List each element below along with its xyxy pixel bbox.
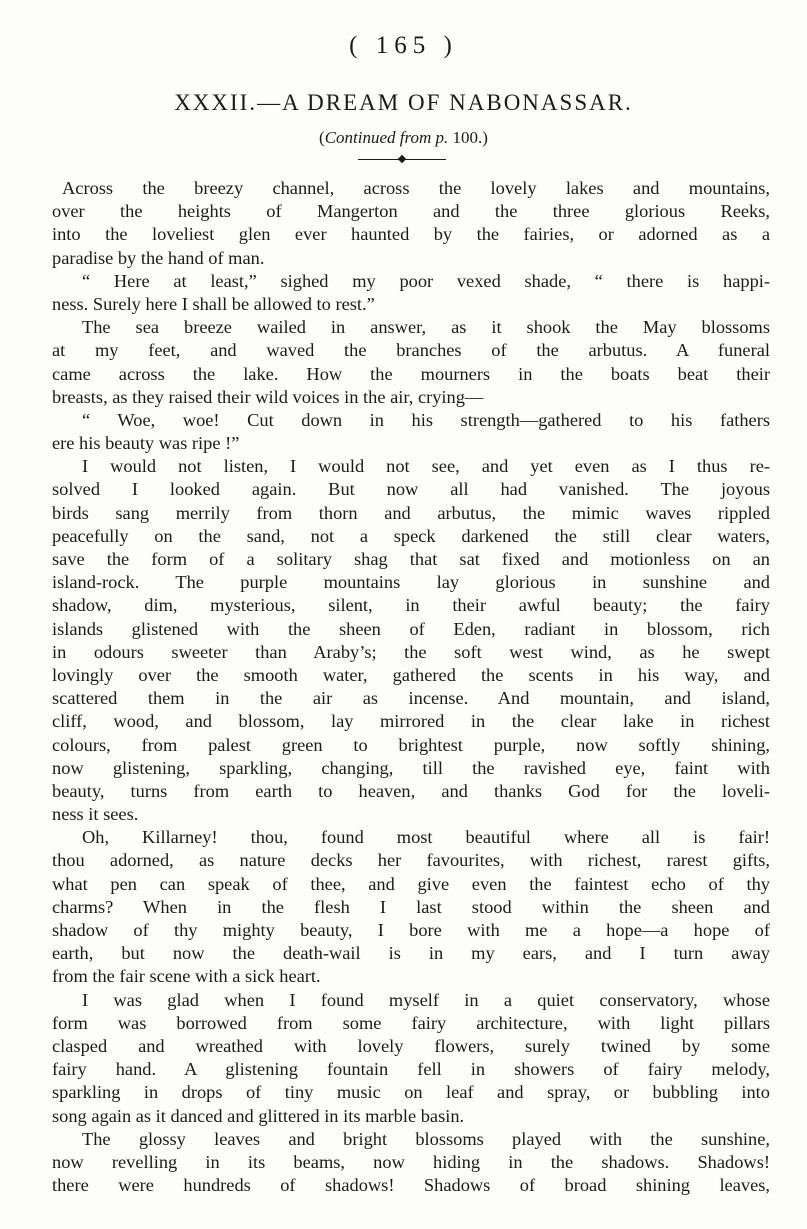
continued-italic: Continued from p.: [324, 128, 449, 147]
continued-prefix: (: [319, 128, 325, 147]
text-line: thou adorned, as nature decks her favourites, with richest, rarest gifts,: [52, 850, 770, 871]
text-line: breasts, as they raised their wild voices in the air, crying—: [52, 386, 484, 407]
text-line: birds sang merrily from thorn and arbutus, the mimic waves rippled: [52, 502, 770, 523]
text-line: The sea breeze wailed in answer, as it shook the May blossoms: [82, 317, 770, 338]
text-line: earth, but now the death-wail is in my ears, and I turn away: [52, 943, 770, 964]
text-line: in odours sweeter than Araby’s; the soft west wind, as he swept: [52, 641, 770, 662]
chapter-title: XXXII.—A DREAM OF NABONASSAR.: [174, 90, 633, 115]
text-line: Across the breezy channel, across the lovely lakes and mountains,: [62, 178, 770, 198]
text-line: The glossy leaves and bright blossoms played with the sunshine,: [82, 1128, 770, 1149]
text-line: lovingly over the smooth water, gathered the scents in his way, and: [52, 664, 770, 685]
text-line: fairy hand. A glistening fountain fell in showers of fairy melody,: [52, 1059, 770, 1080]
text-line: song again as it danced and glittered in its marble basin.: [52, 1105, 465, 1126]
text-line: “ Woe, woe! Cut down in his strength—gathered to his fathers: [82, 409, 770, 430]
text-line: came across the lake. How the mourners in the boats beat their: [52, 363, 770, 384]
text-line: at my feet, and waved the branches of the arbutus. A funeral: [52, 340, 770, 361]
continued-suffix: 100.): [448, 128, 488, 147]
text-line: paradise by the hand of man.: [52, 247, 265, 268]
text-line: scattered them in the air as incense. And mountain, and island,: [52, 688, 770, 709]
continued-note: [0, 128, 807, 148]
text-line: now glistening, sparkling, changing, till the ravished eye, faint with: [52, 757, 770, 778]
text-line: I was glad when I found myself in a quiet conservatory, whose: [82, 989, 770, 1010]
text-line: peacefully on the sand, not a speck darkened the still clear waters,: [52, 525, 770, 546]
text-line: islands glistened with the sheen of Eden, radiant in blossom, rich: [52, 618, 770, 639]
text-line: ness it sees.: [52, 804, 139, 825]
page-number: ( 165 ): [349, 32, 458, 59]
text-line: now revelling in its beams, now hiding in the shadows. Shadows!: [52, 1151, 770, 1172]
text-line: into the loveliest glen ever haunted by the fairies, or adorned as a: [52, 224, 770, 245]
text-line: beauty, turns from earth to heaven, and thanks God for the loveli-: [52, 780, 770, 801]
text-line: cliff, wood, and blossom, lay mirrored in the clear lake in richest: [52, 711, 770, 732]
body-text: [52, 177, 770, 1197]
text-line: sparkling in drops of tiny music on leaf and spray, or bubbling into: [52, 1082, 770, 1103]
text-line: ness. Surely here I shall be allowed to rest.”: [52, 293, 375, 314]
text-line: colours, from palest green to brightest purple, now softly shining,: [52, 734, 770, 755]
text-line: I would not listen, I would not see, and yet even as I thus re-: [82, 456, 770, 477]
text-line: shadow of thy mighty beauty, I bore with me a hope—a hope of: [52, 920, 770, 940]
divider-diamond-icon: [398, 155, 406, 163]
text-line: clasped and wreathed with lovely flowers, surely twined by some: [52, 1035, 770, 1056]
text-line: form was borrowed from some fairy architecture, with light pillars: [52, 1012, 770, 1033]
text-line: Oh, Killarney! thou, found most beautiful where all is fair!: [82, 827, 770, 848]
text-line: from the fair scene with a sick heart.: [52, 966, 321, 987]
text-line: there were hundreds of shadows! Shadows of broad shining leaves,: [52, 1175, 770, 1196]
text-line: ere his beauty was ripe !”: [52, 433, 240, 454]
text-line: what pen can speak of thee, and give even the faintest echo of thy: [52, 873, 770, 894]
text-line: “ Here at least,” sighed my poor vexed shade, “ there is happi-: [82, 270, 770, 291]
text-line: over the heights of Mangerton and the three glorious Reeks,: [52, 201, 770, 222]
text-line: solved I looked again. But now all had vanished. The joyous: [52, 479, 770, 500]
text-line: shadow, dim, mysterious, silent, in their awful beauty; the fairy: [52, 595, 770, 616]
text-line: charms? When in the flesh I last stood within the sheen and: [52, 896, 770, 917]
text-line: island-rock. The purple mountains lay glorious in sunshine and: [52, 572, 770, 593]
text-line: save the form of a solitary shag that sat fixed and motionless on an: [52, 549, 770, 569]
